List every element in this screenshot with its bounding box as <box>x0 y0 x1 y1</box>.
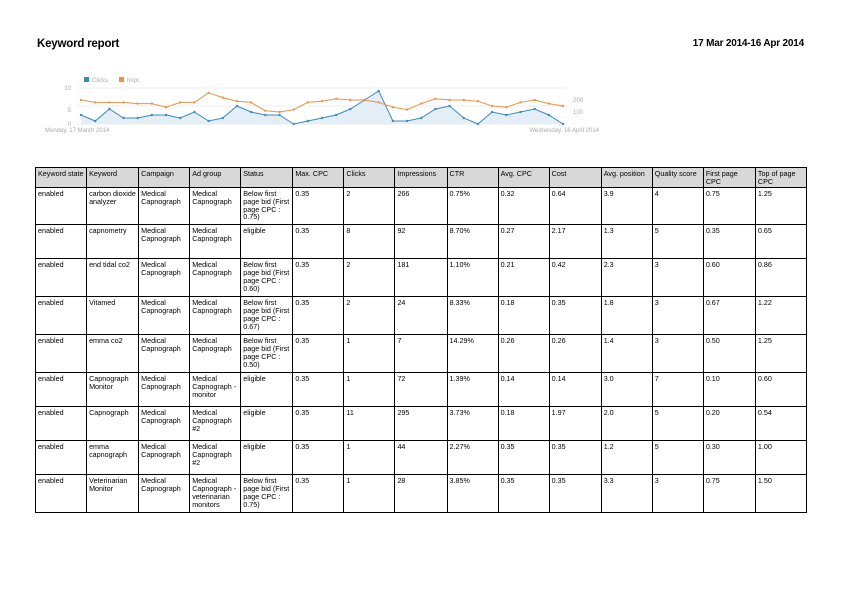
table-cell: 3.3 <box>601 475 652 513</box>
impr-point <box>80 99 82 101</box>
column-header: Avg. CPC <box>498 168 549 188</box>
clicks-point <box>236 105 238 107</box>
table-cell: 3 <box>652 335 703 373</box>
table-cell: eligible <box>241 407 293 441</box>
table-cell: 3.85% <box>447 475 498 513</box>
table-cell: Below first page bid (First page CPC : 0.67) <box>241 297 293 335</box>
clicks-point <box>321 117 323 119</box>
table-cell: 0.18 <box>498 297 549 335</box>
table-cell: 0.35 <box>549 297 601 335</box>
table-cell: 1.97 <box>549 407 601 441</box>
left-axis-tick: 10 <box>64 86 71 92</box>
table-cell: 2 <box>344 297 395 335</box>
clicks-point <box>222 117 224 119</box>
table-cell: 5 <box>652 441 703 475</box>
table-cell: 0.35 <box>293 259 344 297</box>
clicks-point <box>292 123 294 125</box>
impr-point <box>193 101 195 103</box>
table-cell: 0.54 <box>755 407 806 441</box>
column-header: CTR <box>447 168 498 188</box>
table-cell: 0.35 <box>293 373 344 407</box>
clicks-point <box>179 117 181 119</box>
impr-series-line <box>81 93 563 112</box>
table-cell: enabled <box>36 335 87 373</box>
table-cell: 1.4 <box>601 335 652 373</box>
table-cell: 1.00 <box>755 441 806 475</box>
table-cell: 0.32 <box>498 188 549 225</box>
column-header: Status <box>241 168 293 188</box>
table-cell: 3.9 <box>601 188 652 225</box>
legend-label-impr: Impr. <box>127 78 141 84</box>
table-cell: 2 <box>344 259 395 297</box>
legend-label-clicks: Clicks <box>92 78 108 84</box>
impr-point <box>349 99 351 101</box>
x-axis-end-label: Wednesday, 16 April 2014 <box>529 128 599 134</box>
impr-point <box>264 110 266 112</box>
legend-swatch-clicks <box>84 77 89 82</box>
table-cell: 1.8 <box>601 297 652 335</box>
table-cell: 1.39% <box>447 373 498 407</box>
impr-point <box>420 102 422 104</box>
table-cell: 0.35 <box>293 297 344 335</box>
table-cell: enabled <box>36 373 87 407</box>
table-cell: 0.35 <box>293 188 344 225</box>
keyword-table <box>35 167 807 513</box>
column-header: Avg. position <box>601 168 652 188</box>
table-cell: emma co2 <box>87 335 139 373</box>
table-body <box>36 188 807 513</box>
table-cell: 2.3 <box>601 259 652 297</box>
table-cell: 0.35 <box>293 407 344 441</box>
clicks-point <box>250 111 252 113</box>
clicks-point <box>193 111 195 113</box>
column-header: Impressions <box>395 168 447 188</box>
table-cell: 0.75 <box>703 475 755 513</box>
right-axis-tick: 200 <box>573 98 584 104</box>
table-row <box>36 259 807 297</box>
table-cell: 4 <box>652 188 703 225</box>
table-cell: 266 <box>395 188 447 225</box>
impr-point <box>477 100 479 102</box>
table-row <box>36 188 807 225</box>
clicks-point <box>378 90 380 92</box>
table-cell: 0.26 <box>498 335 549 373</box>
table-cell: Medical Capnograph <box>190 335 241 373</box>
table-cell: 0.35 <box>498 475 549 513</box>
clicks-point <box>335 114 337 116</box>
table-cell: 24 <box>395 297 447 335</box>
table-cell: Below first page bid (First page CPC : 0.50) <box>241 335 293 373</box>
table-cell: 1.50 <box>755 475 806 513</box>
impr-point <box>448 99 450 101</box>
table-cell: 0.10 <box>703 373 755 407</box>
column-header: Campaign <box>139 168 190 188</box>
impr-point <box>463 99 465 101</box>
table-cell: 2.0 <box>601 407 652 441</box>
table-cell: Medical Capnograph <box>190 225 241 259</box>
table-cell: 2.27% <box>447 441 498 475</box>
table-cell: 5 <box>652 225 703 259</box>
table-cell: Medical Capnograph <box>139 335 190 373</box>
table-cell: 0.60 <box>703 259 755 297</box>
table-cell: 5 <box>652 407 703 441</box>
table-cell: 0.42 <box>549 259 601 297</box>
x-axis-start-label: Monday, 17 March 2014 <box>45 128 110 134</box>
table-cell: enabled <box>36 259 87 297</box>
table-cell: enabled <box>36 297 87 335</box>
column-header: Keyword <box>87 168 139 188</box>
impr-point <box>434 98 436 100</box>
table-cell: Medical Capnograph <box>139 373 190 407</box>
right-axis-tick: 100 <box>573 110 584 116</box>
impr-point <box>519 101 521 103</box>
table-cell: Medical Capnograph <box>190 259 241 297</box>
impr-point <box>179 101 181 103</box>
table-cell: emma capnograph <box>87 441 139 475</box>
impr-point <box>292 108 294 110</box>
table-cell: 0.14 <box>498 373 549 407</box>
table-cell: 0.35 <box>293 441 344 475</box>
table-cell: eligible <box>241 225 293 259</box>
table-cell: 1.10% <box>447 259 498 297</box>
clicks-point <box>562 123 564 125</box>
table-cell: Medical Capnograph <box>139 188 190 225</box>
impr-point <box>94 101 96 103</box>
impr-point <box>250 101 252 103</box>
column-header: Quality score <box>652 168 703 188</box>
table-cell: eligible <box>241 441 293 475</box>
clicks-point <box>122 117 124 119</box>
clicks-point <box>434 108 436 110</box>
table-cell: 0.75 <box>703 188 755 225</box>
table-cell: 1.25 <box>755 335 806 373</box>
table-row <box>36 297 807 335</box>
clicks-point <box>420 117 422 119</box>
impr-point <box>207 92 209 94</box>
impr-point <box>222 96 224 98</box>
clicks-impressions-chart <box>35 76 605 138</box>
table-cell: carbon dioxide analyzer <box>87 188 139 225</box>
table-cell: 3.0 <box>601 373 652 407</box>
clicks-point <box>448 105 450 107</box>
table-cell: capnometry <box>87 225 139 259</box>
left-axis-tick: 0 <box>67 122 71 128</box>
table-cell: 1 <box>344 475 395 513</box>
table-cell: 0.14 <box>549 373 601 407</box>
table-header-row <box>36 168 807 188</box>
table-cell: 1.25 <box>755 188 806 225</box>
table-row <box>36 475 807 513</box>
column-header: Ad group <box>190 168 241 188</box>
table-cell: 0.60 <box>755 373 806 407</box>
table-cell: 0.67 <box>703 297 755 335</box>
table-cell: 181 <box>395 259 447 297</box>
clicks-point <box>207 120 209 122</box>
impr-point <box>533 99 535 101</box>
table-row <box>36 335 807 373</box>
table-cell: 0.75% <box>447 188 498 225</box>
column-header: Max. CPC <box>293 168 344 188</box>
table-cell: Medical Capnograph #2 <box>190 407 241 441</box>
impr-point <box>108 101 110 103</box>
table-cell: Medical Capnograph <box>139 407 190 441</box>
table-cell: 0.20 <box>703 407 755 441</box>
impr-point <box>137 102 139 104</box>
table-cell: 0.35 <box>549 441 601 475</box>
table-cell: 3 <box>652 259 703 297</box>
table-cell: enabled <box>36 475 87 513</box>
table-cell: Capnograph Monitor <box>87 373 139 407</box>
table-row <box>36 225 807 259</box>
clicks-point <box>151 114 153 116</box>
table-cell: Medical Capnograph #2 <box>190 441 241 475</box>
table-cell: 0.35 <box>293 335 344 373</box>
impr-point <box>321 100 323 102</box>
table-cell: 0.50 <box>703 335 755 373</box>
table-cell: 3 <box>652 475 703 513</box>
impr-point <box>335 98 337 100</box>
table-cell: 0.30 <box>703 441 755 475</box>
table-row <box>36 407 807 441</box>
impr-point <box>307 101 309 103</box>
clicks-point <box>477 123 479 125</box>
table-cell: enabled <box>36 188 87 225</box>
table-cell: Medical Capnograph <box>139 441 190 475</box>
impr-point <box>406 108 408 110</box>
impr-point <box>363 99 365 101</box>
clicks-point <box>307 120 309 122</box>
table-cell: 7 <box>395 335 447 373</box>
table-cell: Medical Capnograph <box>139 297 190 335</box>
table-cell: enabled <box>36 225 87 259</box>
table-cell: end tidal co2 <box>87 259 139 297</box>
table-cell: Medical Capnograph <box>139 225 190 259</box>
impr-point <box>122 101 124 103</box>
impr-point <box>562 105 564 107</box>
clicks-point <box>505 114 507 116</box>
column-header: First page CPC <box>703 168 755 188</box>
column-header: Clicks <box>344 168 395 188</box>
table-cell: 1.2 <box>601 441 652 475</box>
keyword-table-container <box>35 167 807 513</box>
table-cell: 295 <box>395 407 447 441</box>
impr-point <box>378 101 380 103</box>
clicks-point <box>80 114 82 116</box>
left-axis-tick: 5 <box>67 108 71 114</box>
clicks-point <box>165 114 167 116</box>
clicks-point <box>264 114 266 116</box>
table-cell: enabled <box>36 407 87 441</box>
clicks-point <box>278 114 280 116</box>
column-header: Keyword state <box>36 168 87 188</box>
table-cell: Medical Capnograph - monitor <box>190 373 241 407</box>
table-cell: 8.70% <box>447 225 498 259</box>
impr-point <box>151 102 153 104</box>
table-cell: 8 <box>344 225 395 259</box>
table-cell: 0.64 <box>549 188 601 225</box>
impr-point <box>548 102 550 104</box>
table-cell: 0.35 <box>703 225 755 259</box>
table-row <box>36 441 807 475</box>
table-cell: 72 <box>395 373 447 407</box>
table-cell: 1.22 <box>755 297 806 335</box>
table-cell: 28 <box>395 475 447 513</box>
clicks-point <box>533 108 535 110</box>
clicks-point <box>548 114 550 116</box>
impr-point <box>505 106 507 108</box>
table-cell: 0.21 <box>498 259 549 297</box>
table-cell: Medical Capnograph <box>139 259 190 297</box>
table-cell: 0.86 <box>755 259 806 297</box>
table-cell: 0.26 <box>549 335 601 373</box>
table-cell: Vitamed <box>87 297 139 335</box>
legend-swatch-impr <box>119 77 124 82</box>
table-cell: Medical Capnograph <box>190 188 241 225</box>
table-cell: 0.18 <box>498 407 549 441</box>
table-cell: 2 <box>344 188 395 225</box>
impr-point <box>236 100 238 102</box>
clicks-point <box>406 120 408 122</box>
table-cell: 3 <box>652 297 703 335</box>
table-cell: Below first page bid (First page CPC : 0.60) <box>241 259 293 297</box>
table-cell: 0.35 <box>549 475 601 513</box>
table-cell: 0.35 <box>293 225 344 259</box>
report-title: Keyword report <box>37 38 120 50</box>
impr-point <box>392 106 394 108</box>
table-cell: Veterinarian Monitor <box>87 475 139 513</box>
table-row <box>36 373 807 407</box>
clicks-point <box>349 108 351 110</box>
table-cell: 0.35 <box>498 441 549 475</box>
table-cell: 0.65 <box>755 225 806 259</box>
clicks-point <box>108 108 110 110</box>
table-cell: 1 <box>344 441 395 475</box>
clicks-point <box>519 111 521 113</box>
column-header: Cost <box>549 168 601 188</box>
table-cell: 0.27 <box>498 225 549 259</box>
report-date-range: 17 Mar 2014-16 Apr 2014 <box>692 38 804 49</box>
table-cell: Below first page bid (First page CPC : 0.75) <box>241 475 293 513</box>
clicks-point <box>392 120 394 122</box>
table-cell: 0.35 <box>293 475 344 513</box>
table-cell: Capnograph <box>87 407 139 441</box>
table-cell: 1 <box>344 373 395 407</box>
table-cell: eligible <box>241 373 293 407</box>
clicks-point <box>137 117 139 119</box>
clicks-point <box>94 120 96 122</box>
table-cell: 7 <box>652 373 703 407</box>
table-cell: Medical Capnograph <box>190 297 241 335</box>
impr-point <box>165 106 167 108</box>
table-cell: Medical Capnograph - veterinarian monitors <box>190 475 241 513</box>
table-cell: 92 <box>395 225 447 259</box>
table-cell: Below first page bid (First page CPC : 0.75) <box>241 188 293 225</box>
clicks-point <box>491 111 493 113</box>
table-cell: enabled <box>36 441 87 475</box>
impr-point <box>278 111 280 113</box>
table-cell: 1.3 <box>601 225 652 259</box>
table-cell: 14.29% <box>447 335 498 373</box>
table-cell: 8.33% <box>447 297 498 335</box>
table-cell: 2.17 <box>549 225 601 259</box>
table-cell: 1 <box>344 335 395 373</box>
impr-point <box>491 105 493 107</box>
clicks-point <box>463 117 465 119</box>
table-cell: 3.73% <box>447 407 498 441</box>
table-cell: Medical Capnograph <box>139 475 190 513</box>
table-cell: 11 <box>344 407 395 441</box>
table-cell: 44 <box>395 441 447 475</box>
column-header: Top of page CPC <box>755 168 806 188</box>
